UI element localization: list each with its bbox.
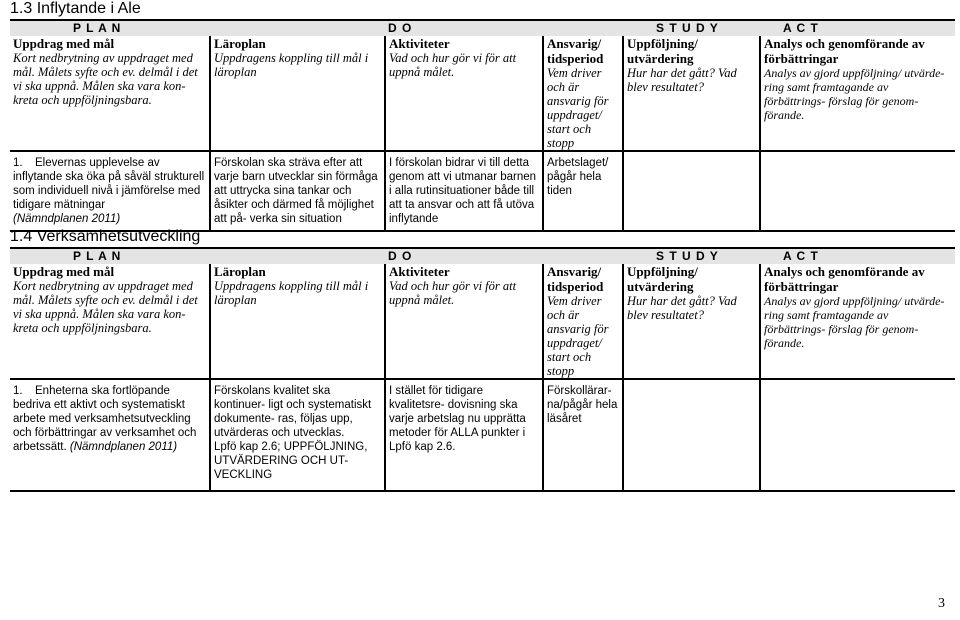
pdsa-band: [10, 20, 955, 36]
col-analys-sub: Analys av gjord uppföljning/ utvärde- ring samt framtagande av förbättrings- förslag för genom-förande.: [764, 294, 945, 350]
col-aktiviteter-sub: Vad och hur gör vi för att uppnå målet.: [389, 279, 517, 307]
band-plan: P L A N: [73, 21, 122, 35]
header-row: [10, 36, 955, 151]
laroplan-text: Förskolan ska sträva efter att varje barn utvecklar sin förmåga att uttrycka sina tankar och åsikter och därmed få möjlighet att på- verka sin situation: [214, 157, 378, 225]
band-act: A C T: [783, 249, 819, 263]
uppdrag-ref: (Nämndplanen 2011): [13, 213, 121, 225]
ansvarig-text: Arbetslaget/ pågår hela tiden: [547, 157, 609, 197]
laroplan-ref: Lpfö kap 2.6; UPPFÖLJNING, UTVÄRDERING OCH UT- VECKLING: [214, 441, 368, 481]
uppdrag-text: Enheterna ska fortlöpande bedriva ett aktivt och systematiskt arbete med verksamhetsutveckling och förbättringar av verksamhet och arbetssätt.: [13, 385, 197, 453]
col-analys-sub: Analys av gjord uppföljning/ utvärde- ring samt framtagande av förbättrings- förslag för genom-förande.: [764, 66, 945, 122]
col-uppfoljning-sub: Hur har det gått? Vad blev resultatet?: [627, 294, 737, 322]
plan-table-inflytande: [10, 19, 955, 232]
col-uppdrag-sub: Kort nedbrytning av uppdraget med mål. Målets syfte och ev. delmål i det vi ska uppnå. Målen ska vara kon- kreta och uppföljningsbara.: [13, 279, 198, 335]
aktiviteter-text: I förskolan bidrar vi till detta genom att vi utmanar barnen i alla rutinsituationer både till att ta ansvar och att få utöva inflytande: [389, 157, 537, 225]
pdsa-band: [10, 248, 955, 264]
ansvarig-text: Förskollärar- na/pågår hela läsåret: [547, 385, 618, 425]
table-row: [10, 379, 955, 491]
band-study: S T U D Y: [656, 249, 719, 263]
col-uppdrag-sub: Kort nedbrytning av uppdraget med mål. Målets syfte och ev. delmål i det vi ska uppnå. Målen ska vara kon- kreta och uppföljningsbara.: [13, 51, 198, 107]
row-number: 1.: [13, 385, 23, 397]
aktiviteter-text: I stället för tidigare kvalitetsre- dovisning ska varje arbetslag nu upprätta metoder för ALLA punkter i Lpfö kap 2.6.: [389, 385, 526, 453]
page-number: 3: [938, 596, 945, 611]
table-row: [10, 151, 955, 231]
col-analys-title: Analys och genomförande av förbättringar: [764, 264, 925, 294]
uppdrag-ref: (Nämndplanen 2011): [69, 441, 178, 453]
band-do: D O: [388, 21, 413, 35]
col-uppfoljning-title: Uppföljning/ utvärdering: [627, 264, 698, 294]
band-plan: P L A N: [73, 249, 122, 263]
col-laroplan-title: Läroplan: [214, 264, 266, 279]
col-laroplan-sub: Uppdragens koppling till mål i läroplan: [214, 51, 369, 79]
col-ansvarig-title: Ansvarig/ tidsperiod: [547, 264, 604, 294]
section-title-inflytande: 1.3 Inflytande i Ale: [10, 0, 141, 17]
laroplan-text: Förskolans kvalitet ska kontinuer- ligt och systematiskt dokumente- ras, följas upp, utvärderas och utvecklas.: [214, 385, 372, 439]
col-uppdrag-title: Uppdrag med mål: [13, 264, 115, 279]
col-uppdrag-title: Uppdrag med mål: [13, 36, 115, 51]
band-do: D O: [388, 249, 413, 263]
band-study: S T U D Y: [656, 21, 719, 35]
col-analys-title: Analys och genomförande av förbättringar: [764, 36, 925, 66]
section-title-verksamhetsutveckling: 1.4 Verksamhetsutveckling: [10, 228, 201, 245]
col-aktiviteter-title: Aktiviteter: [389, 36, 450, 51]
plan-table-verksamhetsutveckling: [10, 247, 955, 492]
col-ansvarig-sub: Vem driver och är ansvarig för uppdraget/ start och stopp: [547, 294, 609, 378]
row-number: 1.: [13, 157, 23, 169]
band-act: A C T: [783, 21, 819, 35]
col-laroplan-sub: Uppdragens koppling till mål i läroplan: [214, 279, 369, 307]
col-ansvarig-title: Ansvarig/ tidsperiod: [547, 36, 604, 66]
col-ansvarig-sub: Vem driver och är ansvarig för uppdraget/ start och stopp: [547, 66, 609, 150]
col-aktiviteter-sub: Vad och hur gör vi för att uppnå målet.: [389, 51, 517, 79]
col-laroplan-title: Läroplan: [214, 36, 266, 51]
col-uppfoljning-title: Uppföljning/ utvärdering: [627, 36, 698, 66]
col-uppfoljning-sub: Hur har det gått? Vad blev resultatet?: [627, 66, 737, 94]
col-aktiviteter-title: Aktiviteter: [389, 264, 450, 279]
header-row: [10, 264, 955, 379]
uppdrag-text: Elevernas upplevelse av inflytande ska öka på såväl strukturell som individuell nivå i jämförelse med tidigare mätningar: [13, 157, 205, 211]
